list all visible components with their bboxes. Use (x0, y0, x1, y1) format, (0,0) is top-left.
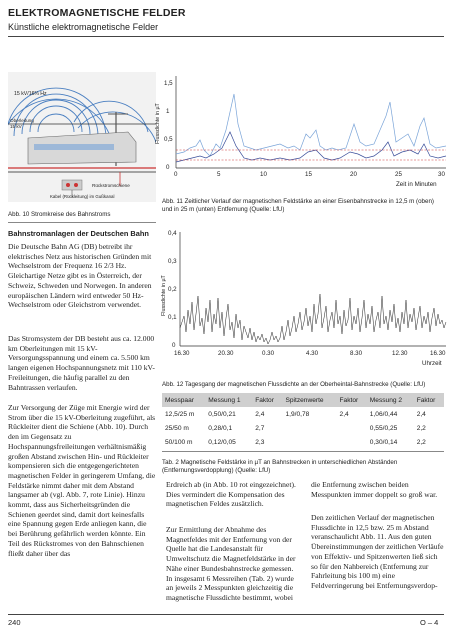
cell (337, 435, 367, 449)
figure-11 (155, 72, 448, 194)
cell: 2,4 (416, 410, 426, 418)
cell: 0,28/0,1 (208, 424, 233, 432)
fig11-xtick-1: 5 (217, 171, 221, 178)
fig11-xtick-4: 20 (350, 171, 357, 178)
col-messung-1: Messung 1 (208, 396, 241, 404)
label-kabel: Kabel (Rückleitung) im Gußkanal (50, 194, 115, 199)
fig11-ytick-2: 1 (166, 108, 170, 115)
table-2 (162, 393, 444, 452)
label-rueckstromschiene: Rückstromschiene (92, 183, 130, 188)
fig12-xtick-5: 12.30 (392, 350, 408, 357)
left-paragraph-2: Das Stromsystem der DB besteht aus ca. 12.000 km Oberleitungen mit 15 kV-Versorgungsspannung und einem ca. 5.500 km langen eigenen Hochspannungsnetz mit 110 kV-Freileitungen, die häufig parallel zu den Bahntrassen verlaufen. (8, 334, 155, 392)
fig12-xtick-3: 4.30 (306, 350, 319, 357)
fig11-y-axis-label: Flussdichte in µT (155, 103, 161, 144)
cell: 0,50/0,21 (208, 410, 236, 418)
header-rule (8, 36, 444, 37)
right-paragraph-1: die Entfernung zwischen beiden Messpunkten immer doppelt so groß war. (311, 480, 438, 499)
mid-paragraph-2: Zur Ermittlung der Abnahme des Magnetfeldes mit der Entfernung von der Quelle hat die Landesanstalt für Umweltschutz die Magnetfeldstärke in der Nähe einer Bundesbahnstrecke gemessen. In insgesamt 6 Messreihen (Tab. 2) wurde an jeweils 2 Messpunkten gleichzeitig die magnetische Flussdichte bestimmt, wobei (166, 525, 296, 602)
cell: 2,7 (255, 424, 265, 432)
chart-time-series (160, 72, 448, 194)
fig12-ytick-0: 0 (172, 342, 176, 349)
fig11-ytick-1: 0,5 (164, 136, 173, 143)
figure-12 (160, 228, 448, 376)
col-faktor-2: Faktor (339, 396, 359, 404)
fig12-xtick-4: 8.30 (350, 350, 363, 357)
section-heading: Bahnstromanlagen der Deutschen Bahn (8, 229, 149, 238)
cell: 0,55/0,25 (369, 424, 398, 432)
fig11-xtick-3: 15 (305, 171, 312, 178)
label-oberleitung: Oberleitung 15 kV (10, 118, 34, 129)
cell: 25/50 m (165, 424, 189, 432)
footer-rule (8, 614, 444, 615)
cell: 2,2 (416, 424, 426, 432)
measurement-table (162, 393, 444, 449)
figure-10-caption: Abb. 10 Stromkreise des Bahnstroms (8, 211, 111, 218)
page-number: 240 (8, 618, 21, 627)
section-subtitle: Künstliche elektromagnetische Felder (8, 22, 159, 32)
figure-12-caption: Abb. 12 Tagesgang der magnetischen Flussdichte an der Oberheintal-Bahnstrecke (Quelle: LfU) (162, 381, 426, 388)
cell (282, 421, 336, 435)
fig12-y-axis-label: Flussdichte in µT (161, 275, 167, 316)
right-paragraph-2: Den zeitlichen Verlauf der magnetischen Flussdichte in 12,5 bzw. 25 m Abstand veranschaulicht Abb. 11. Aus den guten Übereinstimmungen der zeitlichen Verläufe von Effektiv- und Spitzenwerten ließ sich so für den Nahbereich (Entfernung zur Fahrleitung bis 100 m) eine Feldverringerung bei Entfernungsverdop- (311, 513, 444, 590)
section-code: O – 4 (420, 618, 439, 627)
series-12-5m (176, 94, 446, 156)
fig11-xtick-0: 0 (174, 171, 178, 178)
cell: 0,12/0,05 (208, 438, 236, 446)
label-frequency: 15 kV/16⅔ Hz (14, 91, 47, 97)
fig11-xtick-5: 25 (395, 171, 402, 178)
fig12-ytick-4: 0,4 (168, 230, 177, 237)
figure-10 (8, 72, 156, 202)
cell: 2,2 (416, 438, 426, 446)
fig11-ytick-3: 1,5 (164, 80, 173, 87)
section-title: ELEKTROMAGNETISCHE FELDER (8, 7, 186, 19)
fig12-xtick-0: 16.30 (174, 350, 190, 357)
cell (282, 435, 336, 449)
fig12-ytick-2: 0,2 (168, 286, 177, 293)
col-messung-2: Messung 2 (369, 396, 403, 404)
table-row (162, 435, 444, 449)
fig12-ytick-1: 0,1 (168, 314, 177, 321)
col-faktor-3: Faktor (416, 396, 436, 404)
cell: 2,3 (255, 438, 265, 446)
cell: 12,5/25 m (165, 410, 195, 418)
mid-paragraph-1: Erdreich ab (in Abb. 10 rot eingezeichnet). Dies vermindert die Kompensation des magnetischen Feldes zusätzlich. (166, 480, 296, 509)
fig11-ytick-0: 0 (166, 164, 170, 171)
cell: 50/100 m (165, 438, 193, 446)
table-row (162, 421, 444, 435)
fig11-xtick-2: 10 (260, 171, 267, 178)
cell (337, 421, 367, 435)
cell: 2,4 (339, 410, 349, 418)
fig12-x-axis-label: Uhrzeit (422, 360, 442, 367)
col-messpaar: Messpaar (165, 396, 194, 404)
table-2-caption: Tab. 2 Magnetische Feldstärke in µT an Bahnstrecken in unterschiedlichen Abständen (Entfernungsverdopplung) (Quelle: LfU) (162, 459, 398, 474)
col-faktor-1: Faktor (255, 396, 274, 404)
cell: 1,9/0,78 (285, 410, 310, 418)
table-row (162, 407, 444, 421)
fig12-xtick-6: 16.30 (430, 350, 446, 357)
fig12-xtick-1: 20.30 (218, 350, 234, 357)
fig11-x-axis-label: Zeit in Minuten (396, 181, 437, 188)
cell: 1,06/0,44 (369, 410, 398, 418)
cell: 2,4 (255, 410, 265, 418)
caption-rule (8, 222, 156, 223)
fig12-xtick-2: 0.30 (262, 350, 275, 357)
series-flux (180, 294, 446, 344)
fig11-xtick-6: 30 (438, 171, 445, 178)
figure-11-caption: Abb. 11 Zeitlicher Verlauf der magnetischen Feldstärke an einer Eisenbahnstrecke in 12,5 m (oben) und in 25 m (unten) Entfernung (Quelle: LfU) (162, 198, 434, 213)
table-header-row (162, 393, 444, 407)
col-spitzenwerte: Spitzenwerte (285, 396, 324, 404)
table-rule (162, 451, 444, 452)
left-paragraph-3: Zur Versorgung der Züge mit Energie wird der Strom über die 15 kV-Oberleitung zugeführt, als Rückleiter dient die Schiene (Abb. 10). Durch den im Gegensatz zu Hochspannungsfreileitungen verhältnismäßig großen Abstand zwischen Hin- und Rückleiter kompensieren sich die entgegengerichteten magnetischen Felder in geringerem Umfang, die Feldstärke nimmt daher mit dem Abstand langsamer ab (vgl. Abb. 7, rote Linie). Hinzu kommt, dass aus Sicherheitsgründen die Schienen geerdet sind, damit dort keinesfalls eine Spannung gegen Erde anliegen kann, die bei Berührung gefährlich werden könnte. Ein Teil des Rückstromes von den Bahnschienen fließt daher über das (8, 403, 156, 558)
cell: 0,30/0,14 (369, 438, 398, 446)
left-paragraph-1: Die Deutsche Bahn AG (DB) betreibt ihr elektrisches Netz aus historischen Gründen mit Wechselstrom der Frequenz 16 2/3 Hz. Gleichartige Netze gibt es in Österreich, der Schweiz, Schweden und Norwegen. In anderen europäischen Ländern wird entweder 50 Hz-Wechselstrom oder Gleichstrom verwendet. (8, 242, 152, 310)
fig12-ytick-3: 0,3 (168, 258, 177, 265)
